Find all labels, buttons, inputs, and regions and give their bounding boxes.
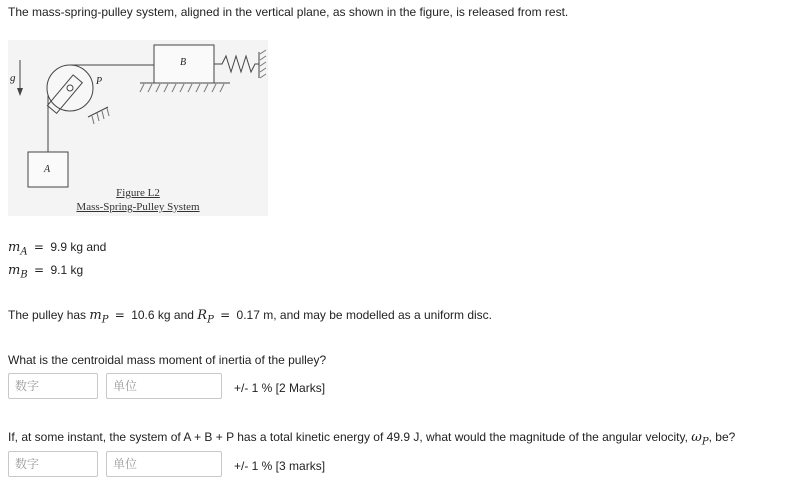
question-2-number-input[interactable]: [8, 451, 98, 477]
figure-caption-subtitle: Mass-Spring-Pulley System: [76, 201, 200, 213]
question-2-text: If, at some instant, the system of A + B + P has a total kinetic energy of 49.9 J, what would the magnitude of the angular velocity, $\omega_P$, be?: [8, 430, 736, 448]
intro-text: The mass-spring-pulley system, aligned in the vertical plane, as shown in the figure, is released from rest.: [8, 5, 569, 19]
pulley-label: P: [96, 76, 103, 87]
question-2-unit-input[interactable]: [106, 451, 222, 477]
pulley-mass-symbol: $m_P$: [89, 308, 109, 326]
block-a-label: A: [44, 164, 51, 175]
mass-b-symbol: $m_B$: [8, 263, 28, 281]
pulley-description: The pulley has $m_P = 10.6$ kg and $R_P = 0.17$ m, and may be modelled as a uniform disc.: [8, 308, 493, 326]
mass-a-symbol: $m_A$: [8, 240, 28, 258]
spring: [214, 56, 259, 72]
question-2-tolerance: +/- 1 % [3 marks]: [234, 459, 326, 473]
question-1-tolerance: +/- 1 % [2 Marks]: [234, 381, 326, 395]
question-1-text: What is the centroidal mass moment of inertia of the pulley?: [8, 353, 327, 367]
block-b-label: B: [180, 57, 187, 68]
gravity-label: g: [10, 72, 16, 84]
mass-b-line: $m_B = 9.1$ kg: [8, 263, 84, 281]
question-1-number-input[interactable]: [8, 373, 98, 399]
question-1-unit-input[interactable]: [106, 373, 222, 399]
pulley-radius-symbol: $R_P$: [197, 308, 214, 326]
mass-a-value: 9.9 kg and: [50, 240, 107, 254]
angular-velocity-symbol: $\omega_P$: [691, 430, 709, 448]
figure-caption-title: Figure L2: [116, 187, 160, 199]
mass-a-line: $m_A = 9.9$ kg and: [8, 240, 107, 258]
mass-spring-pulley-figure: [8, 40, 268, 216]
mass-b-value: 9.1 kg: [50, 263, 84, 277]
